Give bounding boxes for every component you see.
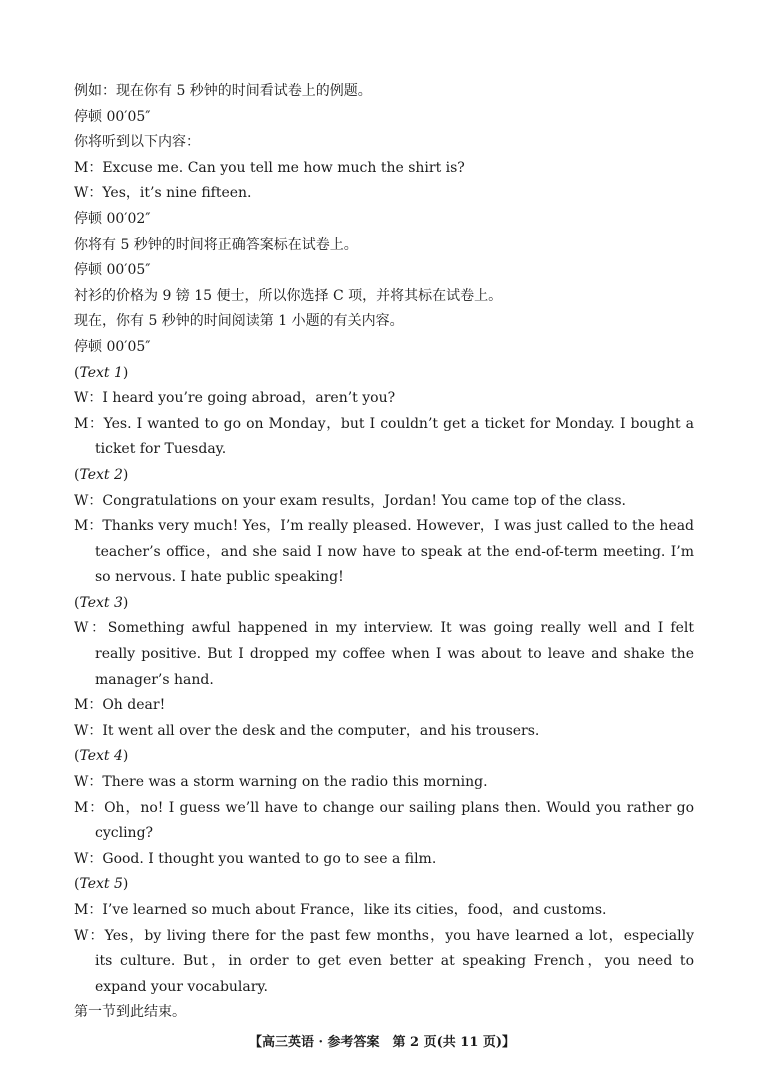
pause-line: 停顿 00′05″ — [74, 338, 151, 355]
section-end-line: 第一节到此结束。 — [74, 1004, 186, 1021]
dialogue-turn: M：Oh dear! — [74, 697, 166, 714]
example-dialogue-line: M：Excuse me. Can you tell me how much the shirt is? — [74, 159, 465, 176]
example-dialogue-line: W：Yes，it’s nine fifteen. — [74, 185, 252, 202]
dialogue-turn: W：I heard you’re going abroad，aren’t you? — [74, 390, 396, 407]
text-label: (Text 5) — [74, 876, 129, 893]
text-label-name: Text 1 — [79, 364, 123, 381]
document-body — [74, 79, 694, 1026]
dialogue-turn: M：Thanks very much! Yes，I’m really pleased. However，I was just called to the head teacher’s office，and she said I now have to speak at the end-of-term meeting. I’m so nervous. I hate public speaking! — [74, 518, 694, 586]
pause-line: 停顿 00′02″ — [74, 210, 151, 227]
dialogue-turn: M：I’ve learned so much about France，like its cities，food，and customs. — [74, 902, 607, 918]
dialogue-turn: M：Oh，no! I guess we’ll have to change our sailing plans then. Would you rather go cycling? — [74, 799, 694, 842]
instruction-line: 你将听到以下内容： — [74, 134, 200, 151]
dialogue-turn: W：Congratulations on your exam results，Jordan! You came top of the class. — [74, 492, 626, 509]
dialogue-turn: W：It went all over the desk and the computer，and his trousers. — [74, 722, 540, 739]
instruction-line: 你将有 5 秒钟的时间将正确答案标在试卷上。 — [74, 236, 358, 253]
text-label-name: Text 2 — [79, 466, 123, 483]
text-label-name: Text 4 — [79, 748, 123, 765]
dialogue-turn: W：Something awful happened in my interview. It was going really well and I felt really positive. But I dropped my coffee when I was about to leave and shake the manager’s hand. — [74, 620, 694, 688]
page-footer: 【高三英语 · 参考答案 第 2 页(共 11 页)】 — [248, 1035, 516, 1050]
dialogue-turn: W：Good. I thought you wanted to go to see a film. — [74, 850, 437, 867]
text-label-name: Text 5 — [79, 876, 123, 893]
instruction-line: 现在，你有 5 秒钟的时间阅读第 1 小题的有关内容。 — [74, 313, 404, 330]
instruction-line: 衬衫的价格为 9 镑 15 便士，所以你选择 C 项，并将其标在试卷上。 — [74, 287, 503, 304]
pause-line: 停顿 00′05″ — [74, 108, 151, 125]
dialogue-turn: W：There was a storm warning on the radio this morning. — [74, 774, 488, 791]
text-label: (Text 3) — [74, 594, 129, 611]
text-label-name: Text 3 — [79, 594, 123, 611]
dialogue-turn: W：Yes，by living there for the past few months，you have learned a lot，especially its culture. But，in order to get even better at speaking French，you need to expand your vocabulary. — [74, 927, 694, 995]
instruction-line: 例如：现在你有 5 秒钟的时间看试卷上的例题。 — [74, 83, 372, 99]
pause-line: 停顿 00′05″ — [74, 262, 151, 279]
text-label: (Text 2) — [74, 466, 129, 483]
dialogue-turn: M：Yes. I wanted to go on Monday，but I couldn’t get a ticket for Monday. I bought a ticket for Tuesday. — [74, 415, 694, 458]
text-label: (Text 4) — [74, 748, 129, 765]
text-label: (Text 1) — [74, 364, 129, 381]
